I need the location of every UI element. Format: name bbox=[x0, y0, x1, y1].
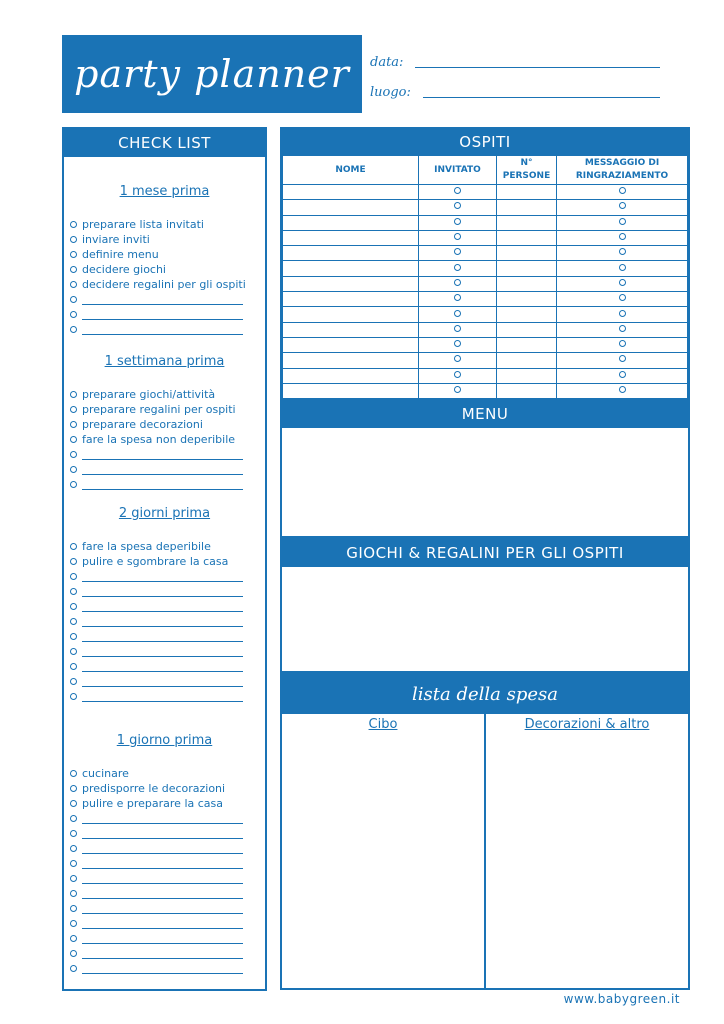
guest-name-cell[interactable] bbox=[283, 276, 419, 291]
place-line bbox=[423, 96, 660, 98]
checkbox-circle-icon[interactable] bbox=[454, 218, 461, 225]
date-field[interactable] bbox=[370, 50, 660, 70]
page-title: party planner bbox=[74, 52, 350, 96]
checkbox-circle-icon[interactable] bbox=[70, 588, 77, 595]
checklist-item[interactable] bbox=[70, 387, 243, 402]
checklist-item[interactable] bbox=[70, 262, 243, 277]
food-column-title: Cibo bbox=[368, 717, 398, 732]
checklist-item-label: preparare giochi/attività bbox=[82, 388, 216, 401]
guest-thanks-cell[interactable] bbox=[557, 368, 688, 383]
checkbox-circle-icon[interactable] bbox=[70, 391, 77, 398]
checkbox-circle-icon[interactable] bbox=[70, 693, 77, 700]
checkbox-circle-icon[interactable] bbox=[70, 281, 77, 288]
checklist-blank-line[interactable] bbox=[82, 676, 243, 687]
checkbox-circle-icon[interactable] bbox=[619, 340, 626, 347]
guest-thanks-cell[interactable] bbox=[557, 307, 688, 322]
checklist-item[interactable] bbox=[70, 916, 243, 931]
checkbox-circle-icon[interactable] bbox=[70, 573, 77, 580]
guest-row bbox=[283, 292, 688, 307]
guest-name-cell[interactable] bbox=[283, 337, 419, 352]
guest-invited-cell[interactable] bbox=[419, 383, 497, 398]
guest-invited-cell[interactable] bbox=[419, 276, 497, 291]
guest-row bbox=[283, 200, 688, 215]
shopping-panel bbox=[280, 672, 690, 990]
checkbox-circle-icon[interactable] bbox=[454, 233, 461, 240]
checkbox-circle-icon[interactable] bbox=[70, 236, 77, 243]
checkbox-circle-icon[interactable] bbox=[70, 800, 77, 807]
guest-count-cell[interactable] bbox=[497, 368, 557, 383]
place-field[interactable] bbox=[370, 80, 660, 100]
checklist-item-label: definire menu bbox=[82, 248, 159, 261]
guest-count-cell[interactable] bbox=[497, 322, 557, 337]
checklist-item[interactable] bbox=[70, 796, 243, 811]
checklist-item[interactable] bbox=[70, 644, 243, 659]
checklist-item-label: preparare regalini per ospiti bbox=[82, 403, 236, 416]
checkbox-circle-icon[interactable] bbox=[619, 248, 626, 255]
checkbox-circle-icon[interactable] bbox=[70, 481, 77, 488]
guest-thanks-cell[interactable] bbox=[557, 322, 688, 337]
checkbox-circle-icon[interactable] bbox=[70, 950, 77, 957]
checklist-blank-line[interactable] bbox=[82, 661, 243, 672]
checklist-blank-line[interactable] bbox=[82, 294, 243, 305]
checklist-item[interactable] bbox=[70, 477, 243, 492]
checkbox-circle-icon[interactable] bbox=[70, 770, 77, 777]
checklist-item-label: inviare inviti bbox=[82, 233, 150, 246]
guest-invited-cell[interactable] bbox=[419, 292, 497, 307]
checkbox-circle-icon[interactable] bbox=[619, 264, 626, 271]
checklist-blank-line[interactable] bbox=[82, 691, 243, 702]
checkbox-circle-icon[interactable] bbox=[70, 890, 77, 897]
checklist-item[interactable] bbox=[70, 659, 243, 674]
guest-thanks-cell[interactable] bbox=[557, 230, 688, 245]
checklist-item-label: decidere regalini per gli ospiti bbox=[82, 278, 246, 291]
checklist-blank-line[interactable] bbox=[82, 903, 243, 914]
checklist-item[interactable] bbox=[70, 826, 243, 841]
checkbox-circle-icon[interactable] bbox=[619, 310, 626, 317]
guest-count-cell[interactable] bbox=[497, 185, 557, 200]
checklist-item-label: fare la spesa deperibile bbox=[82, 540, 211, 553]
checkbox-circle-icon[interactable] bbox=[454, 386, 461, 393]
checkbox-circle-icon[interactable] bbox=[70, 815, 77, 822]
checkbox-circle-icon[interactable] bbox=[70, 633, 77, 640]
games-area[interactable] bbox=[282, 567, 688, 671]
guest-thanks-cell[interactable] bbox=[557, 383, 688, 398]
guest-row bbox=[283, 215, 688, 230]
checklist-blank-line[interactable] bbox=[82, 873, 243, 884]
checklist-item[interactable] bbox=[70, 247, 243, 262]
checklist-item[interactable] bbox=[70, 402, 243, 417]
checklist-blank-line[interactable] bbox=[82, 858, 243, 869]
guests-table bbox=[282, 155, 688, 399]
guest-name-cell[interactable] bbox=[283, 215, 419, 230]
checklist-item-label: pulire e preparare la casa bbox=[82, 797, 223, 810]
checkbox-circle-icon[interactable] bbox=[70, 860, 77, 867]
checklist-blank-line[interactable] bbox=[82, 631, 243, 642]
checklist-blank-line[interactable] bbox=[82, 888, 243, 899]
checklist-section-title: 1 settimana prima bbox=[104, 354, 225, 369]
guest-row bbox=[283, 307, 688, 322]
guest-invited-cell[interactable] bbox=[419, 353, 497, 368]
checklist-item[interactable] bbox=[70, 554, 243, 569]
checkbox-circle-icon[interactable] bbox=[454, 248, 461, 255]
guest-invited-cell[interactable] bbox=[419, 307, 497, 322]
guest-invited-cell[interactable] bbox=[419, 337, 497, 352]
checklist-item[interactable] bbox=[70, 886, 243, 901]
guests-panel bbox=[280, 127, 690, 401]
checkbox-circle-icon[interactable] bbox=[70, 875, 77, 882]
guest-name-cell[interactable] bbox=[283, 353, 419, 368]
games-panel bbox=[280, 537, 690, 673]
menu-area[interactable] bbox=[282, 428, 688, 536]
checklist-blank-line[interactable] bbox=[82, 843, 243, 854]
guest-invited-cell[interactable] bbox=[419, 368, 497, 383]
guest-thanks-cell[interactable] bbox=[557, 185, 688, 200]
checklist-blank-line[interactable] bbox=[82, 479, 243, 490]
guest-thanks-cell[interactable] bbox=[557, 337, 688, 352]
guest-row bbox=[283, 322, 688, 337]
checklist-item[interactable] bbox=[70, 432, 243, 447]
checkbox-circle-icon[interactable] bbox=[70, 451, 77, 458]
checkbox-circle-icon[interactable] bbox=[70, 648, 77, 655]
checkbox-circle-icon[interactable] bbox=[70, 543, 77, 550]
guest-name-cell[interactable] bbox=[283, 261, 419, 276]
checklist-item[interactable] bbox=[70, 417, 243, 432]
checkbox-circle-icon[interactable] bbox=[70, 466, 77, 473]
checklist-item[interactable] bbox=[70, 307, 243, 322]
guests-title: OSPITI bbox=[282, 129, 688, 155]
checklist-blank-line[interactable] bbox=[82, 933, 243, 944]
guest-thanks-cell[interactable] bbox=[557, 292, 688, 307]
shopping-title: lista della spesa bbox=[282, 674, 688, 714]
checkbox-circle-icon[interactable] bbox=[70, 618, 77, 625]
guest-name-cell[interactable] bbox=[283, 292, 419, 307]
checkbox-circle-icon[interactable] bbox=[454, 340, 461, 347]
checklist-blank-line[interactable] bbox=[82, 324, 243, 335]
checklist-item[interactable] bbox=[70, 462, 243, 477]
checkbox-circle-icon[interactable] bbox=[70, 221, 77, 228]
checklist-item[interactable] bbox=[70, 599, 243, 614]
checkbox-circle-icon[interactable] bbox=[70, 663, 77, 670]
checkbox-circle-icon[interactable] bbox=[70, 558, 77, 565]
checkbox-circle-icon[interactable] bbox=[70, 421, 77, 428]
menu-panel bbox=[280, 400, 690, 538]
checklist-item[interactable] bbox=[70, 277, 246, 292]
checklist-blank-line[interactable] bbox=[82, 646, 243, 657]
checkbox-circle-icon[interactable] bbox=[619, 218, 626, 225]
guest-invited-cell[interactable] bbox=[419, 261, 497, 276]
checklist-item-label: fare la spesa non deperibile bbox=[82, 433, 236, 446]
checklist-item[interactable] bbox=[70, 447, 243, 462]
date-label: data: bbox=[370, 55, 404, 70]
guest-name-cell[interactable] bbox=[283, 307, 419, 322]
checklist-item[interactable] bbox=[70, 322, 243, 337]
checklist-blank-line[interactable] bbox=[82, 616, 243, 627]
checklist-item[interactable] bbox=[70, 539, 243, 554]
guest-invited-cell[interactable] bbox=[419, 322, 497, 337]
checklist-title: CHECK LIST bbox=[64, 129, 265, 157]
col-header-invitato: INVITATO bbox=[419, 156, 497, 185]
checklist-item[interactable] bbox=[70, 871, 243, 886]
guest-name-cell[interactable] bbox=[283, 246, 419, 261]
checkbox-circle-icon[interactable] bbox=[70, 845, 77, 852]
shopping-col-food[interactable] bbox=[282, 714, 486, 988]
checklist-section-title: 2 giorni prima bbox=[118, 506, 211, 521]
guest-thanks-cell[interactable] bbox=[557, 276, 688, 291]
guest-count-cell[interactable] bbox=[497, 230, 557, 245]
guest-thanks-cell[interactable] bbox=[557, 200, 688, 215]
guest-name-cell[interactable] bbox=[283, 185, 419, 200]
checklist-section-title: 1 giorno prima bbox=[116, 733, 213, 748]
guest-name-cell[interactable] bbox=[283, 322, 419, 337]
checklist-item[interactable] bbox=[70, 931, 243, 946]
games-title: GIOCHI & REGALINI PER GLI OSPITI bbox=[282, 539, 688, 567]
checklist-item[interactable] bbox=[70, 584, 243, 599]
checkbox-circle-icon[interactable] bbox=[454, 202, 461, 209]
checkbox-circle-icon[interactable] bbox=[70, 251, 77, 258]
checkbox-circle-icon[interactable] bbox=[70, 920, 77, 927]
decor-column-title: Decorazioni & altro bbox=[524, 717, 650, 732]
checkbox-circle-icon[interactable] bbox=[619, 371, 626, 378]
checkbox-circle-icon[interactable] bbox=[70, 603, 77, 610]
checklist-blank-line[interactable] bbox=[82, 601, 243, 612]
checkbox-circle-icon[interactable] bbox=[619, 279, 626, 286]
shopping-col-decor[interactable] bbox=[486, 714, 688, 988]
date-line bbox=[415, 66, 660, 68]
footer-url: www.babygreen.it bbox=[563, 992, 680, 1006]
checklist-item[interactable] bbox=[70, 629, 243, 644]
checklist-item[interactable] bbox=[70, 232, 243, 247]
guest-count-cell[interactable] bbox=[497, 261, 557, 276]
checkbox-circle-icon[interactable] bbox=[70, 296, 77, 303]
checklist-blank-line[interactable] bbox=[82, 449, 243, 460]
guest-thanks-cell[interactable] bbox=[557, 246, 688, 261]
checkbox-circle-icon[interactable] bbox=[619, 187, 626, 194]
checkbox-circle-icon[interactable] bbox=[70, 678, 77, 685]
checklist-blank-line[interactable] bbox=[82, 828, 243, 839]
checkbox-circle-icon[interactable] bbox=[70, 326, 77, 333]
guests-header-row bbox=[283, 156, 688, 185]
checkbox-circle-icon[interactable] bbox=[619, 355, 626, 362]
guest-name-cell[interactable] bbox=[283, 383, 419, 398]
guest-invited-cell[interactable] bbox=[419, 215, 497, 230]
checklist-item[interactable] bbox=[70, 292, 243, 307]
checklist-item-label: preparare lista invitati bbox=[82, 218, 204, 231]
guest-invited-cell[interactable] bbox=[419, 230, 497, 245]
guest-count-cell[interactable] bbox=[497, 292, 557, 307]
checklist-blank-line[interactable] bbox=[82, 963, 243, 974]
checkbox-circle-icon[interactable] bbox=[454, 325, 461, 332]
checklist-blank-line[interactable] bbox=[82, 813, 243, 824]
checklist-blank-line[interactable] bbox=[82, 918, 243, 929]
checklist-item-label: preparare decorazioni bbox=[82, 418, 203, 431]
checklist-item-label: decidere giochi bbox=[82, 263, 166, 276]
guest-row bbox=[283, 353, 688, 368]
checklist-item[interactable] bbox=[70, 841, 243, 856]
checkbox-circle-icon[interactable] bbox=[619, 386, 626, 393]
checklist-item[interactable] bbox=[70, 781, 243, 796]
guest-count-cell[interactable] bbox=[497, 337, 557, 352]
checklist-blank-line[interactable] bbox=[82, 948, 243, 959]
checklist-item[interactable] bbox=[70, 569, 243, 584]
checklist-item[interactable] bbox=[70, 217, 243, 232]
guest-row bbox=[283, 337, 688, 352]
checklist-blank-line[interactable] bbox=[82, 571, 243, 582]
checklist-item[interactable] bbox=[70, 901, 243, 916]
guest-row bbox=[283, 230, 688, 245]
guest-row bbox=[283, 246, 688, 261]
guest-invited-cell[interactable] bbox=[419, 246, 497, 261]
checkbox-circle-icon[interactable] bbox=[70, 266, 77, 273]
checklist-item[interactable] bbox=[70, 961, 243, 976]
guest-thanks-cell[interactable] bbox=[557, 215, 688, 230]
checkbox-circle-icon[interactable] bbox=[70, 905, 77, 912]
checklist-section-title: 1 mese prima bbox=[119, 184, 210, 199]
checkbox-circle-icon[interactable] bbox=[619, 202, 626, 209]
checklist-item[interactable] bbox=[70, 856, 243, 871]
checklist-item-label: pulire e sgombrare la casa bbox=[82, 555, 229, 568]
guest-count-cell[interactable] bbox=[497, 246, 557, 261]
guest-invited-cell[interactable] bbox=[419, 185, 497, 200]
guest-name-cell[interactable] bbox=[283, 230, 419, 245]
checklist-blank-line[interactable] bbox=[82, 309, 243, 320]
title-banner bbox=[62, 35, 362, 113]
checklist-item[interactable] bbox=[70, 689, 243, 704]
guest-row bbox=[283, 185, 688, 200]
checklist-item[interactable] bbox=[70, 766, 243, 781]
guest-thanks-cell[interactable] bbox=[557, 261, 688, 276]
checkbox-circle-icon[interactable] bbox=[619, 233, 626, 240]
guest-row bbox=[283, 276, 688, 291]
checklist-item[interactable] bbox=[70, 614, 243, 629]
checkbox-circle-icon[interactable] bbox=[70, 965, 77, 972]
checkbox-circle-icon[interactable] bbox=[619, 325, 626, 332]
checklist-item[interactable] bbox=[70, 946, 243, 961]
checkbox-circle-icon[interactable] bbox=[70, 436, 77, 443]
checkbox-circle-icon[interactable] bbox=[454, 294, 461, 301]
checkbox-circle-icon[interactable] bbox=[454, 371, 461, 378]
col-header-persone: N° PERSONE bbox=[497, 156, 557, 185]
menu-title: MENU bbox=[282, 400, 688, 428]
guest-row bbox=[283, 383, 688, 398]
guest-name-cell[interactable] bbox=[283, 368, 419, 383]
guest-invited-cell[interactable] bbox=[419, 200, 497, 215]
col-header-nome: NOME bbox=[283, 156, 419, 185]
checkbox-circle-icon[interactable] bbox=[454, 310, 461, 317]
guest-row bbox=[283, 368, 688, 383]
checkbox-circle-icon[interactable] bbox=[70, 830, 77, 837]
checkbox-circle-icon[interactable] bbox=[454, 187, 461, 194]
place-label: luogo: bbox=[370, 85, 411, 100]
checklist-panel bbox=[62, 127, 267, 991]
guest-count-cell[interactable] bbox=[497, 276, 557, 291]
guest-count-cell[interactable] bbox=[497, 215, 557, 230]
checkbox-circle-icon[interactable] bbox=[70, 785, 77, 792]
guest-count-cell[interactable] bbox=[497, 353, 557, 368]
checkbox-circle-icon[interactable] bbox=[454, 279, 461, 286]
checklist-item-label: cucinare bbox=[82, 767, 129, 780]
guest-count-cell[interactable] bbox=[497, 200, 557, 215]
col-header-ringraziamento: MESSAGGIO DI RINGRAZIAMENTO bbox=[557, 156, 688, 185]
checkbox-circle-icon[interactable] bbox=[70, 935, 77, 942]
checklist-blank-line[interactable] bbox=[82, 586, 243, 597]
checkbox-circle-icon[interactable] bbox=[454, 264, 461, 271]
checkbox-circle-icon[interactable] bbox=[70, 406, 77, 413]
checklist-blank-line[interactable] bbox=[82, 464, 243, 475]
checkbox-circle-icon[interactable] bbox=[454, 355, 461, 362]
guest-count-cell[interactable] bbox=[497, 307, 557, 322]
checklist-item-label: predisporre le decorazioni bbox=[82, 782, 226, 795]
guest-name-cell[interactable] bbox=[283, 200, 419, 215]
guest-count-cell[interactable] bbox=[497, 383, 557, 398]
checklist-item[interactable] bbox=[70, 811, 243, 826]
checklist-item[interactable] bbox=[70, 674, 243, 689]
guest-row bbox=[283, 261, 688, 276]
checkbox-circle-icon[interactable] bbox=[70, 311, 77, 318]
checkbox-circle-icon[interactable] bbox=[619, 294, 626, 301]
guest-thanks-cell[interactable] bbox=[557, 353, 688, 368]
